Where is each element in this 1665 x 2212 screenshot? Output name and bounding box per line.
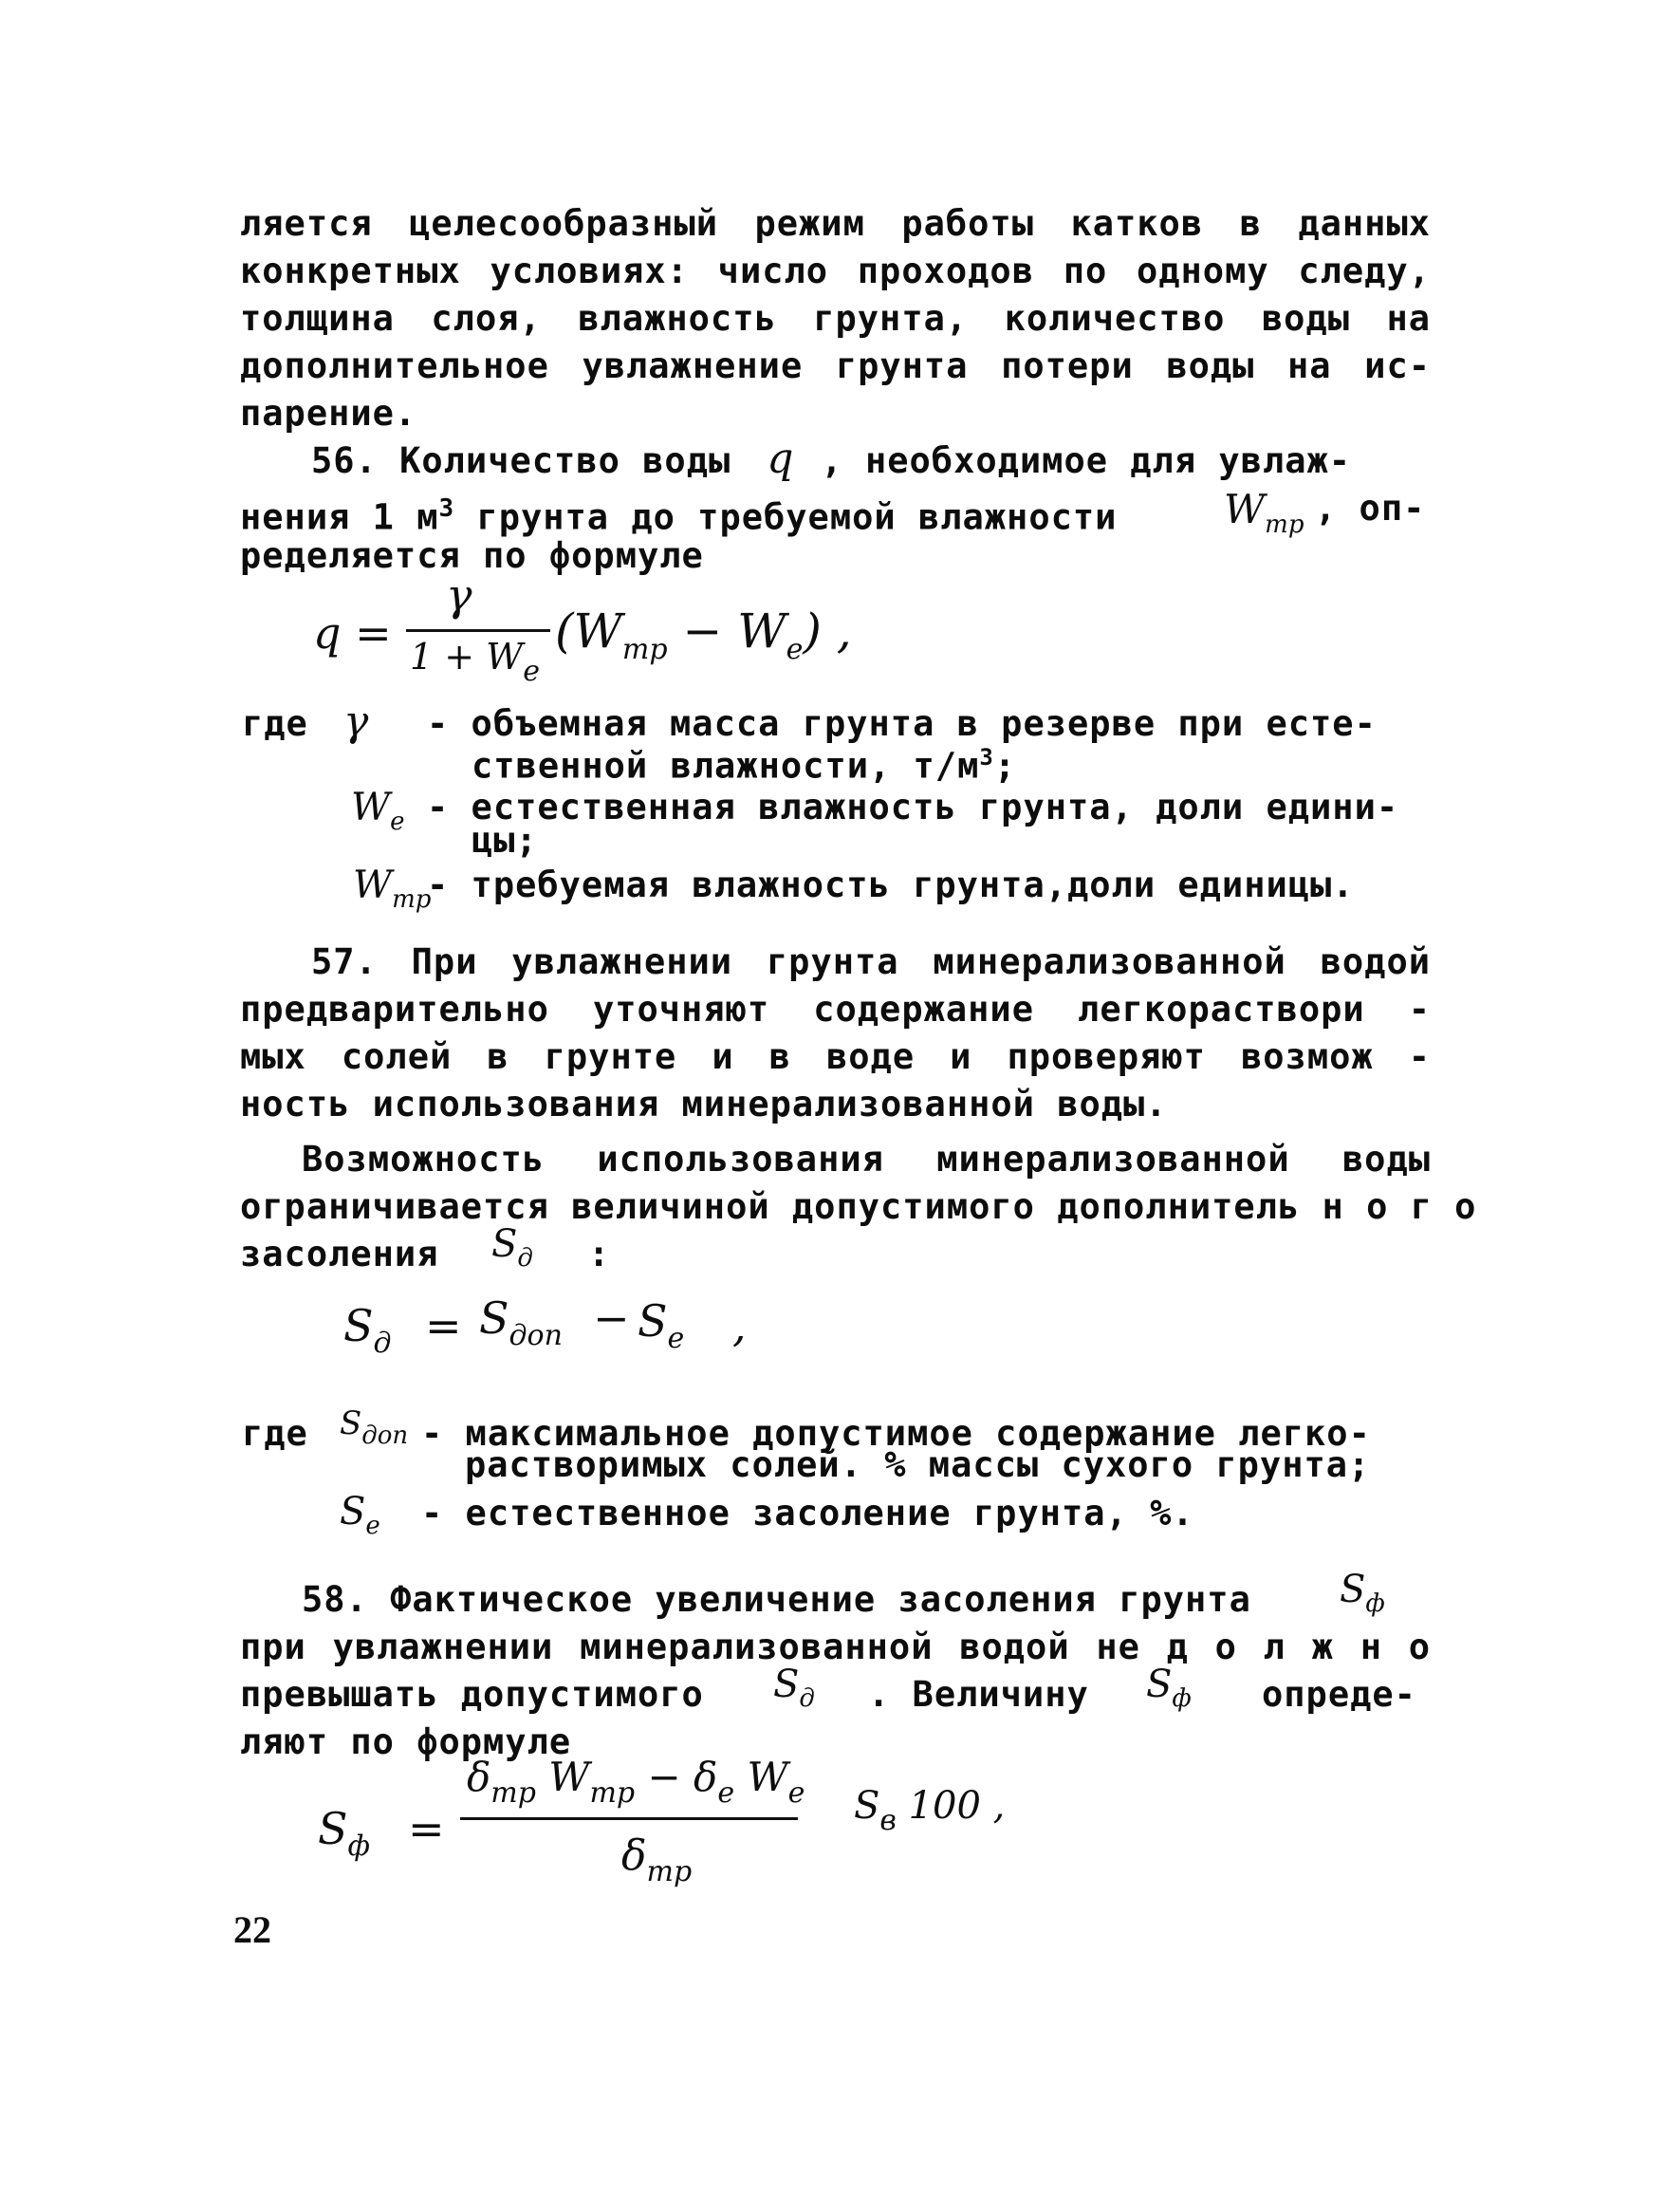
formula-minus: − [593, 1292, 630, 1344]
var-sd: $S_д$ [773, 1663, 815, 1713]
text-line: ность использования минерализованной воды. [240, 1084, 1168, 1125]
var-se: $S_e$ [340, 1490, 380, 1540]
var-sf: $S_ф$ [1340, 1568, 1385, 1618]
var-q: q [767, 435, 795, 483]
var-sf: $S_ф$ [1146, 1663, 1192, 1713]
fraction-line [406, 629, 550, 632]
text-line: ляется целесообразный режим работы катков в данных [240, 203, 1431, 244]
text-line: превышать допустимого [240, 1674, 704, 1715]
formula-sf: $S_ф$ [318, 1803, 370, 1863]
text-line: , оп- [1315, 488, 1426, 529]
formula-comma: , [732, 1300, 747, 1351]
text-line: конкретных условиях: число проходов по одному следу, [240, 251, 1431, 291]
text-line: засоления [240, 1234, 439, 1274]
formula-equals: = [425, 1300, 462, 1351]
formula-denominator: $1 + W_e$ [410, 636, 540, 688]
definition-text: - объемная масса грунта в резерве при есте- [427, 703, 1377, 744]
var-gamma: γ [343, 697, 369, 746]
definition-text: растворимых солей. % массы сухого грунта; [465, 1444, 1371, 1485]
formula-se: $S_e$ [638, 1295, 685, 1355]
definition-text: - требуемая влажность грунта,доли единицы. [427, 864, 1355, 905]
p56-text: грунта до требуемой влажности [454, 496, 1118, 538]
text-line: при увлажнении минерализованной водой не д о л ж н о [240, 1626, 1431, 1667]
text-line: 57. При увлажнении грунта минерализованной водой [311, 941, 1431, 982]
definition-text: ственной влажности, $т/м^3$; [472, 744, 1017, 787]
definition-text: - максимальное допустимое содержание легко- [421, 1413, 1371, 1454]
text-line: мых солей в грунте и в воде и проверяют возмож - [240, 1036, 1431, 1077]
var-sd: $S_д$ [491, 1222, 533, 1273]
definition-text: - естественное засоление грунта, %. [421, 1493, 1194, 1534]
definition-text: - естественная влажность грунта, доли едини- [427, 787, 1399, 827]
formula-tail: $S_в$ 100 , [854, 1784, 1006, 1837]
formula-denominator: $\delta_{тр}$ [621, 1831, 693, 1888]
text-line: ляют по формуле [240, 1721, 572, 1762]
formula-sd: $S_д$ [343, 1300, 392, 1360]
text-line: толщина слоя, влажность грунта, количество воды на [240, 298, 1431, 339]
var-wtr: $W_{тр}$ [353, 864, 432, 914]
formula-numerator: γ [446, 569, 472, 621]
text-line: Возможность использования минерализованной воды [302, 1139, 1431, 1180]
p56-text: 56. Количество воды [311, 440, 731, 481]
page-number: 22 [233, 1908, 271, 1951]
where-label: где [242, 703, 308, 744]
text-line: : [588, 1234, 611, 1274]
formula-sdop: $S_{доп}$ [479, 1292, 563, 1352]
formula-numerator: $\delta_{тр}$ $W_{тр} - \delta_e$ $W_e$ [467, 1754, 805, 1810]
text-line: дополнительное увлажнение грунта потери воды на ис- [240, 345, 1431, 386]
formula-equals: = [408, 1803, 445, 1854]
text-line: ределяется по формуле [240, 535, 704, 576]
formula-paren-expression: $(W_{тр} - W_e)$ , [555, 604, 852, 666]
text-line: опреде- [1262, 1674, 1416, 1715]
text-line: . Величину [868, 1674, 1089, 1715]
text-line: ограничивается величиной допустимого дополнитель н о г о [240, 1186, 1477, 1227]
text-line [311, 437, 1351, 484]
var-we: $W_e$ [351, 786, 405, 836]
var-sdop: $S_{доп}$ [340, 1404, 409, 1450]
text-line: предварительно уточняют содержание легкораствори - [240, 989, 1431, 1030]
definition-text: цы; [472, 820, 538, 861]
text-line: парение. [240, 393, 417, 434]
fraction-line [460, 1817, 798, 1820]
formula-lhs: q = [313, 607, 392, 659]
var-wtr: $W_{тр}$ [1224, 486, 1304, 539]
text-line [240, 486, 1117, 540]
p56-text: нения 1 м [240, 496, 439, 538]
where-label: где [242, 1413, 308, 1454]
superscript: 3 [438, 494, 455, 523]
text-line: 58. Фактическое увеличение засоления грунта [302, 1579, 1251, 1620]
p56-text: , необходимое для увлаж- [821, 440, 1352, 481]
